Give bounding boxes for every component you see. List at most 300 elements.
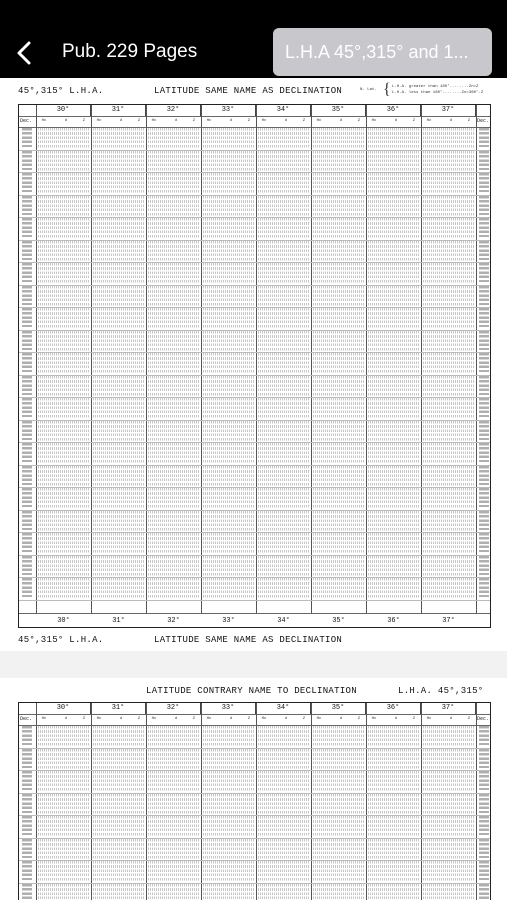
table-cell-block [38,196,89,217]
dec-index-block [479,861,489,882]
table-cell-block [313,286,364,307]
column-rule [366,105,367,613]
table-cell-block [93,398,144,419]
column-subheader: Hc [96,717,102,721]
table-cell-block [93,556,144,577]
table-cell-block [93,884,144,900]
dec-index-block [479,839,489,860]
column-subheader: d [284,717,288,721]
table-cell-block [313,578,364,599]
table-cell-block [368,196,419,217]
table-cell-block [38,578,89,599]
dec-index-block [22,884,32,900]
dec-index-block [479,511,489,532]
table-cell-block [93,488,144,509]
table-cell-block [38,128,89,149]
table-cell-block [203,376,254,397]
column-subheader: Z [357,119,361,123]
dec-index-block [479,128,489,149]
dec-index-block [22,749,32,770]
table-cell-block [423,308,474,329]
chevron-left-icon[interactable] [10,38,40,68]
row-group-rule [19,577,490,578]
dec-index-block [22,218,32,239]
column-subheader: Hc [206,717,212,721]
lat-header-37: 37° [421,703,476,714]
table-cell-block [148,794,199,815]
table-cell-block [148,286,199,307]
dec-column-label-left: Dec. [20,716,33,722]
lat-header-37: 37° [421,105,476,116]
table-cell-block [368,443,419,464]
table-cell-block [258,241,309,262]
column-rule [91,105,92,613]
table-cell-block [203,726,254,747]
dec-index-block [479,286,489,307]
table-cell-block [423,749,474,770]
table-cell-block [368,488,419,509]
column-subheader: Z [247,717,251,721]
column-subheader: d [394,119,398,123]
dec-index-block [22,578,32,599]
status-bar [0,0,507,28]
table-cell-block [368,331,419,352]
table-cell-block [258,263,309,284]
column-subheader: Z [302,119,306,123]
table-cell-block [38,218,89,239]
column-rule [201,105,202,613]
row-group-rule [19,307,490,308]
table-cell-block [368,263,419,284]
table-cell-block [93,861,144,882]
dec-index-block [22,173,32,194]
table-cell-block [148,556,199,577]
table-cell-block [148,331,199,352]
table-cell-block [313,726,364,747]
table-cell-block [203,173,254,194]
table-cell-block [368,421,419,442]
table-cell-block [258,726,309,747]
table-cell-block [368,376,419,397]
table-cell-block [38,749,89,770]
column-rule [146,105,147,613]
table-cell-block [423,128,474,149]
table-cell-block [258,353,309,374]
table-cell-block [423,331,474,352]
table-cell-block [423,556,474,577]
table-cell-block [203,128,254,149]
dec-index-block [22,511,32,532]
row-group-rule [19,442,490,443]
table-cell-block [148,443,199,464]
table-cell-block [258,816,309,837]
row-group-rule [19,748,490,749]
table-cell-block [93,376,144,397]
table-cell-block [258,533,309,554]
table-cell-block [258,218,309,239]
row-group-rule [19,420,490,421]
column-subheader: Hc [261,717,267,721]
lat-header-31: 31° [91,703,146,714]
table-cell-block [368,353,419,374]
column-subheader: Hc [371,717,377,721]
column-subheader: d [339,119,343,123]
column-subheader: Z [467,119,471,123]
dec-index-block [479,376,489,397]
lat-header-33: 33° [201,703,256,714]
table-cell-block [423,466,474,487]
table-cell-block [38,151,89,172]
table-cell-block [93,241,144,262]
table-cell-block [313,241,364,262]
table-cell-block [423,218,474,239]
column-rule [311,703,312,900]
row-group-rule [19,217,490,218]
table-cell-block [368,128,419,149]
table-cell-block [423,816,474,837]
dec-index-block [479,726,489,747]
table-cell-block [313,151,364,172]
column-subheader: d [229,717,233,721]
table-cell-block [93,511,144,532]
row-group-rule [19,195,490,196]
dec-index-block [22,353,32,374]
table-cell-block [368,151,419,172]
table-cell-block [203,511,254,532]
column-subheader: d [449,119,453,123]
table-cell-block [38,466,89,487]
table-cell-block [38,263,89,284]
lat-note-label: N. Lat. [360,88,377,92]
dec-index-block [479,218,489,239]
column-rule [201,703,202,900]
table-cell-block [93,794,144,815]
table-cell-block [148,749,199,770]
lat-header-34: 34° [256,703,311,714]
table-cell-block [38,794,89,815]
table-cell-block [203,196,254,217]
table-cell-block [203,466,254,487]
table-page-2 [0,678,507,900]
dec-index-block [479,816,489,837]
page-selector-button[interactable] [273,28,492,76]
column-subheader: d [449,717,453,721]
table-cell-block [93,196,144,217]
table-cell-block [368,173,419,194]
column-subheader: d [64,119,68,123]
dec-index-block [22,443,32,464]
column-subheader: Hc [426,717,432,721]
column-subheader: d [64,717,68,721]
table-cell-block [313,816,364,837]
table-cell-block [148,398,199,419]
table-cell-block [38,884,89,900]
table-cell-block [368,533,419,554]
table-cell-block [313,128,364,149]
dec-index-block [479,488,489,509]
table-cell-block [148,151,199,172]
table-cell-block [368,578,419,599]
dec-index-block [479,331,489,352]
table-cell-block [313,488,364,509]
table-cell-block [423,421,474,442]
table-cell-block [313,466,364,487]
table-cell-block [203,398,254,419]
row-group-rule [19,240,490,241]
table-cell-block [38,308,89,329]
row-group-rule [19,285,490,286]
table-cell-block [203,421,254,442]
column-subheader: Z [137,119,141,123]
table-cell-block [368,241,419,262]
table-cell-block [313,884,364,900]
table-cell-block [258,488,309,509]
table-cell-block [38,533,89,554]
row-group-rule [19,600,490,601]
table-cell-block [258,376,309,397]
table-cell-block [93,331,144,352]
dec-index-block [22,128,32,149]
column-subheader: Hc [316,717,322,721]
table-cell-block [203,241,254,262]
table-cell-block [148,173,199,194]
table-cell-block [38,488,89,509]
table-cell-block [203,218,254,239]
column-subheader: Z [412,119,416,123]
lat-header-30: 30° [36,105,91,116]
table-cell-block [93,749,144,770]
table-cell-block [423,488,474,509]
dec-index-block [22,196,32,217]
table-cell-block [38,771,89,792]
table-cell-block [93,421,144,442]
dec-index-block [479,466,489,487]
table-cell-block [368,816,419,837]
column-subheader: Hc [371,119,377,123]
column-subheader: Z [412,717,416,721]
lat-note-line-1: L.H.A. greater than 180°........Zn=Z [392,85,479,89]
table-cell-block [368,749,419,770]
table-cell-block [93,173,144,194]
table-cell-block [258,286,309,307]
table-cell-block [423,398,474,419]
column-rule [311,105,312,613]
dec-index-block [22,726,32,747]
table-cell-block [368,884,419,900]
table-cell-block [148,884,199,900]
column-rule [476,703,477,900]
table-cell-block [368,556,419,577]
table-cell-block [368,286,419,307]
table-cell-block [203,533,254,554]
lat-footer-35: 35° [332,617,345,625]
table-cell-block [423,861,474,882]
dec-index-block [479,556,489,577]
table-cell-block [258,128,309,149]
table-cell-block [313,556,364,577]
dec-index-block [479,241,489,262]
table-cell-block [93,443,144,464]
table-cell-block [203,556,254,577]
table-cell-block [368,218,419,239]
table-cell-block [203,353,254,374]
table-cell-block [313,443,364,464]
table-cell-block [423,839,474,860]
lat-footer-32: 32° [167,617,180,625]
column-rule [421,105,422,613]
lat-header-35: 35° [311,703,366,714]
table-cell-block [203,151,254,172]
row-group-rule [19,815,490,816]
dec-index-block [479,196,489,217]
table-cell-block [423,884,474,900]
column-subheader: d [339,717,343,721]
column-subheader: Hc [316,119,322,123]
table-cell-block [423,443,474,464]
table-cell-block [258,421,309,442]
dec-index-block [479,749,489,770]
dec-index-block [479,398,489,419]
table-cell-block [313,861,364,882]
table-cell-block [313,421,364,442]
table-cell-block [148,839,199,860]
table-cell-block [93,353,144,374]
table-cell-block [203,771,254,792]
table-cell-block [38,861,89,882]
table-cell-block [38,511,89,532]
table-cell-block [313,398,364,419]
table-cell-block [38,726,89,747]
table-cell-block [93,263,144,284]
table-cell-block [423,151,474,172]
column-subheader: Hc [41,717,47,721]
table-cell-block [258,794,309,815]
table-cell-block [38,286,89,307]
dec-index-block [22,488,32,509]
table-cell-block [203,488,254,509]
sight-reduction-table-2 [18,702,491,900]
dec-index-block [479,421,489,442]
column-subheader: d [174,717,178,721]
lat-footer-31: 31° [112,617,125,625]
table-cell-block [148,511,199,532]
dec-index-block [22,151,32,172]
row-group-rule [19,150,490,151]
table-cell-block [258,443,309,464]
table-cell-block [38,241,89,262]
table-cell-block [258,861,309,882]
table-cell-block [313,353,364,374]
table-cell-block [313,308,364,329]
column-rule [36,105,37,613]
row-group-rule [19,770,490,771]
table-cell-block [203,861,254,882]
table-cell-block [93,771,144,792]
lat-header-32: 32° [146,105,201,116]
table-cell-block [368,771,419,792]
dec-index-block [22,794,32,815]
page2-header-title: LATITUDE CONTRARY NAME TO DECLINATION [146,686,357,696]
table-cell-block [423,726,474,747]
table-cell-block [423,173,474,194]
table-cell-block [38,443,89,464]
table-cell-block [93,816,144,837]
table-cell-block [313,263,364,284]
table-cell-block [38,353,89,374]
column-subheader: Hc [426,119,432,123]
table-cell-block [423,286,474,307]
dec-index-block [22,376,32,397]
page-header-lha: 45°,315° L.H.A. [18,86,104,96]
table-cell-block [148,196,199,217]
table-cell-block [148,308,199,329]
document-viewer[interactable] [0,78,507,900]
table-cell-block [203,443,254,464]
row-group-rule [19,352,490,353]
table-cell-block [313,533,364,554]
table-cell-block [38,839,89,860]
table-page-1 [0,78,507,651]
table-cell-block [313,331,364,352]
table-cell-block [258,173,309,194]
table-cell-block [258,398,309,419]
column-subheader: Z [192,119,196,123]
dec-index-block [479,443,489,464]
lat-header-36: 36° [366,105,421,116]
dec-index-block [479,794,489,815]
table-cell-block [368,861,419,882]
table-cell-block [148,128,199,149]
table-cell-block [38,331,89,352]
table-cell-block [148,726,199,747]
column-subheader: Z [192,717,196,721]
dec-index-block [479,884,489,900]
column-subheader: Hc [96,119,102,123]
dec-index-block [22,331,32,352]
column-rule [476,105,477,613]
table-cell-block [258,556,309,577]
table-cell-block [93,286,144,307]
dec-index-block [22,556,32,577]
column-rule [256,703,257,900]
table-cell-block [148,466,199,487]
table-cell-block [38,376,89,397]
table-cell-block [423,376,474,397]
table-cell-block [313,196,364,217]
table-cell-block [148,578,199,599]
row-group-rule [19,838,490,839]
table-cell-block [38,398,89,419]
table-cell-block [258,749,309,770]
dec-index-block [479,263,489,284]
table-cell-block [203,816,254,837]
dec-index-block [22,241,32,262]
table-cell-block [93,128,144,149]
table-cell-block [38,816,89,837]
table-cell-block [93,218,144,239]
lat-header-31: 31° [91,105,146,116]
table-cell-block [93,533,144,554]
row-group-rule [19,465,490,466]
table-cell-block [313,794,364,815]
table-cell-block [368,308,419,329]
table-cell-block [368,794,419,815]
table-cell-block [203,884,254,900]
table-cell-block [423,263,474,284]
column-subheader: Hc [261,119,267,123]
table-cell-block [313,771,364,792]
dec-index-block [479,151,489,172]
